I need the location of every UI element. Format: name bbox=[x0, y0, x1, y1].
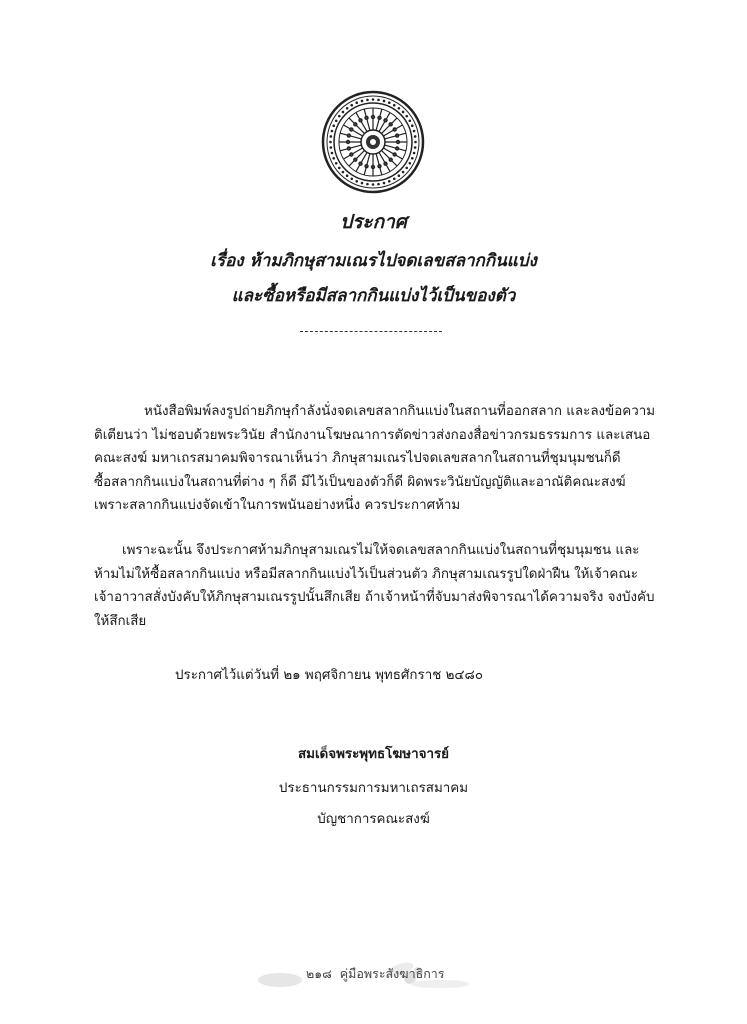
footer-text bbox=[306, 964, 445, 984]
signatory-name: สมเด็จพระพุทธโฆษาจารย์ bbox=[297, 747, 450, 762]
document-title: ประกาศ bbox=[340, 211, 407, 233]
paragraph-line: ติเตียนว่า ไม่ชอบด้วยพระวินัย สำนักงานโฆษณาการตัดข่าวส่งกองสื่อข่าวกรมธรรมการ และเสนอ bbox=[94, 427, 651, 443]
dharma-wheel-icon bbox=[321, 90, 425, 194]
body-paragraph-2 bbox=[94, 539, 664, 633]
document-subject-line-2: และซื้อหรือมีสลากกินแบ่งไว้เป็นของตัว bbox=[231, 286, 516, 306]
signatory-office: บัญชาการคณะสงฆ์ bbox=[317, 812, 430, 827]
paragraph-line: เพราะสลากกินแบ่งจัดเข้าในการพนันอย่างหนึ่ง ควรประกาศห้าม bbox=[94, 498, 461, 514]
paragraph-line: เพราะฉะนั้น จึงประกาศห้ามภิกษุสามเณรไม่ให้จดเลขสลากกินแบ่งในสถานที่ชุมนุมชน และ bbox=[122, 543, 640, 558]
body-paragraph-1 bbox=[94, 400, 664, 518]
page-footer bbox=[250, 958, 490, 998]
paragraph-line: หนังสือพิมพ์ลงรูปถ่ายภิกษุกำลังนั่งจดเลขสลากกินแบ่งในสถานที่ออกสลาก และลงข้อความ bbox=[144, 404, 656, 419]
paragraph-line: ให้สึกเสีย bbox=[94, 613, 147, 629]
book-title: คู่มือพระสังฆาธิการ bbox=[339, 966, 445, 981]
announcement-date: ประกาศไว้แต่วันที่ ๒๑ พฤศจิกายน พุทธศักราช ๒๔๘๐ bbox=[175, 668, 484, 683]
title-divider bbox=[300, 331, 442, 332]
paragraph-line: ซื้อสลากกินแบ่งในสถานที่ต่าง ๆ ก็ดี มีไว้เป็นของตัวก็ดี ผิดพระวินัยบัญญัติและอาณัติคณะสงฆ์ bbox=[94, 474, 626, 490]
document-subject-line-1: เรื่อง ห้ามภิกษุสามเณรไปจดเลขสลากกินแบ่ง bbox=[210, 251, 537, 271]
page-number: ๒๑๘ bbox=[306, 966, 332, 981]
paragraph-line: เจ้าอาวาสสั่งบังคับให้ภิกษุสามเณรรูปนั้นสึกเสีย ถ้าเจ้าหน้าที่จับมาส่งพิจารณาได้ความจริง จงบังคับ bbox=[94, 590, 655, 606]
signatory-position: ประธานกรรมการมหาเถรสมาคม bbox=[278, 781, 469, 796]
paragraph-line: ห้ามไม่ให้ซื้อสลากกินแบ่ง หรือมีสลากกินแบ่งไว้เป็นส่วนตัว ภิกษุสามเณรรูปใดฝ่าฝืน ให้เจ้าคณะ bbox=[94, 566, 638, 582]
paragraph-line: คณะสงฆ์ มหาเถรสมาคมพิจารณาเห็นว่า ภิกษุสามเณรไปจดเลขสลากในสถานที่ชุมนุมชนก็ดี bbox=[94, 451, 621, 467]
